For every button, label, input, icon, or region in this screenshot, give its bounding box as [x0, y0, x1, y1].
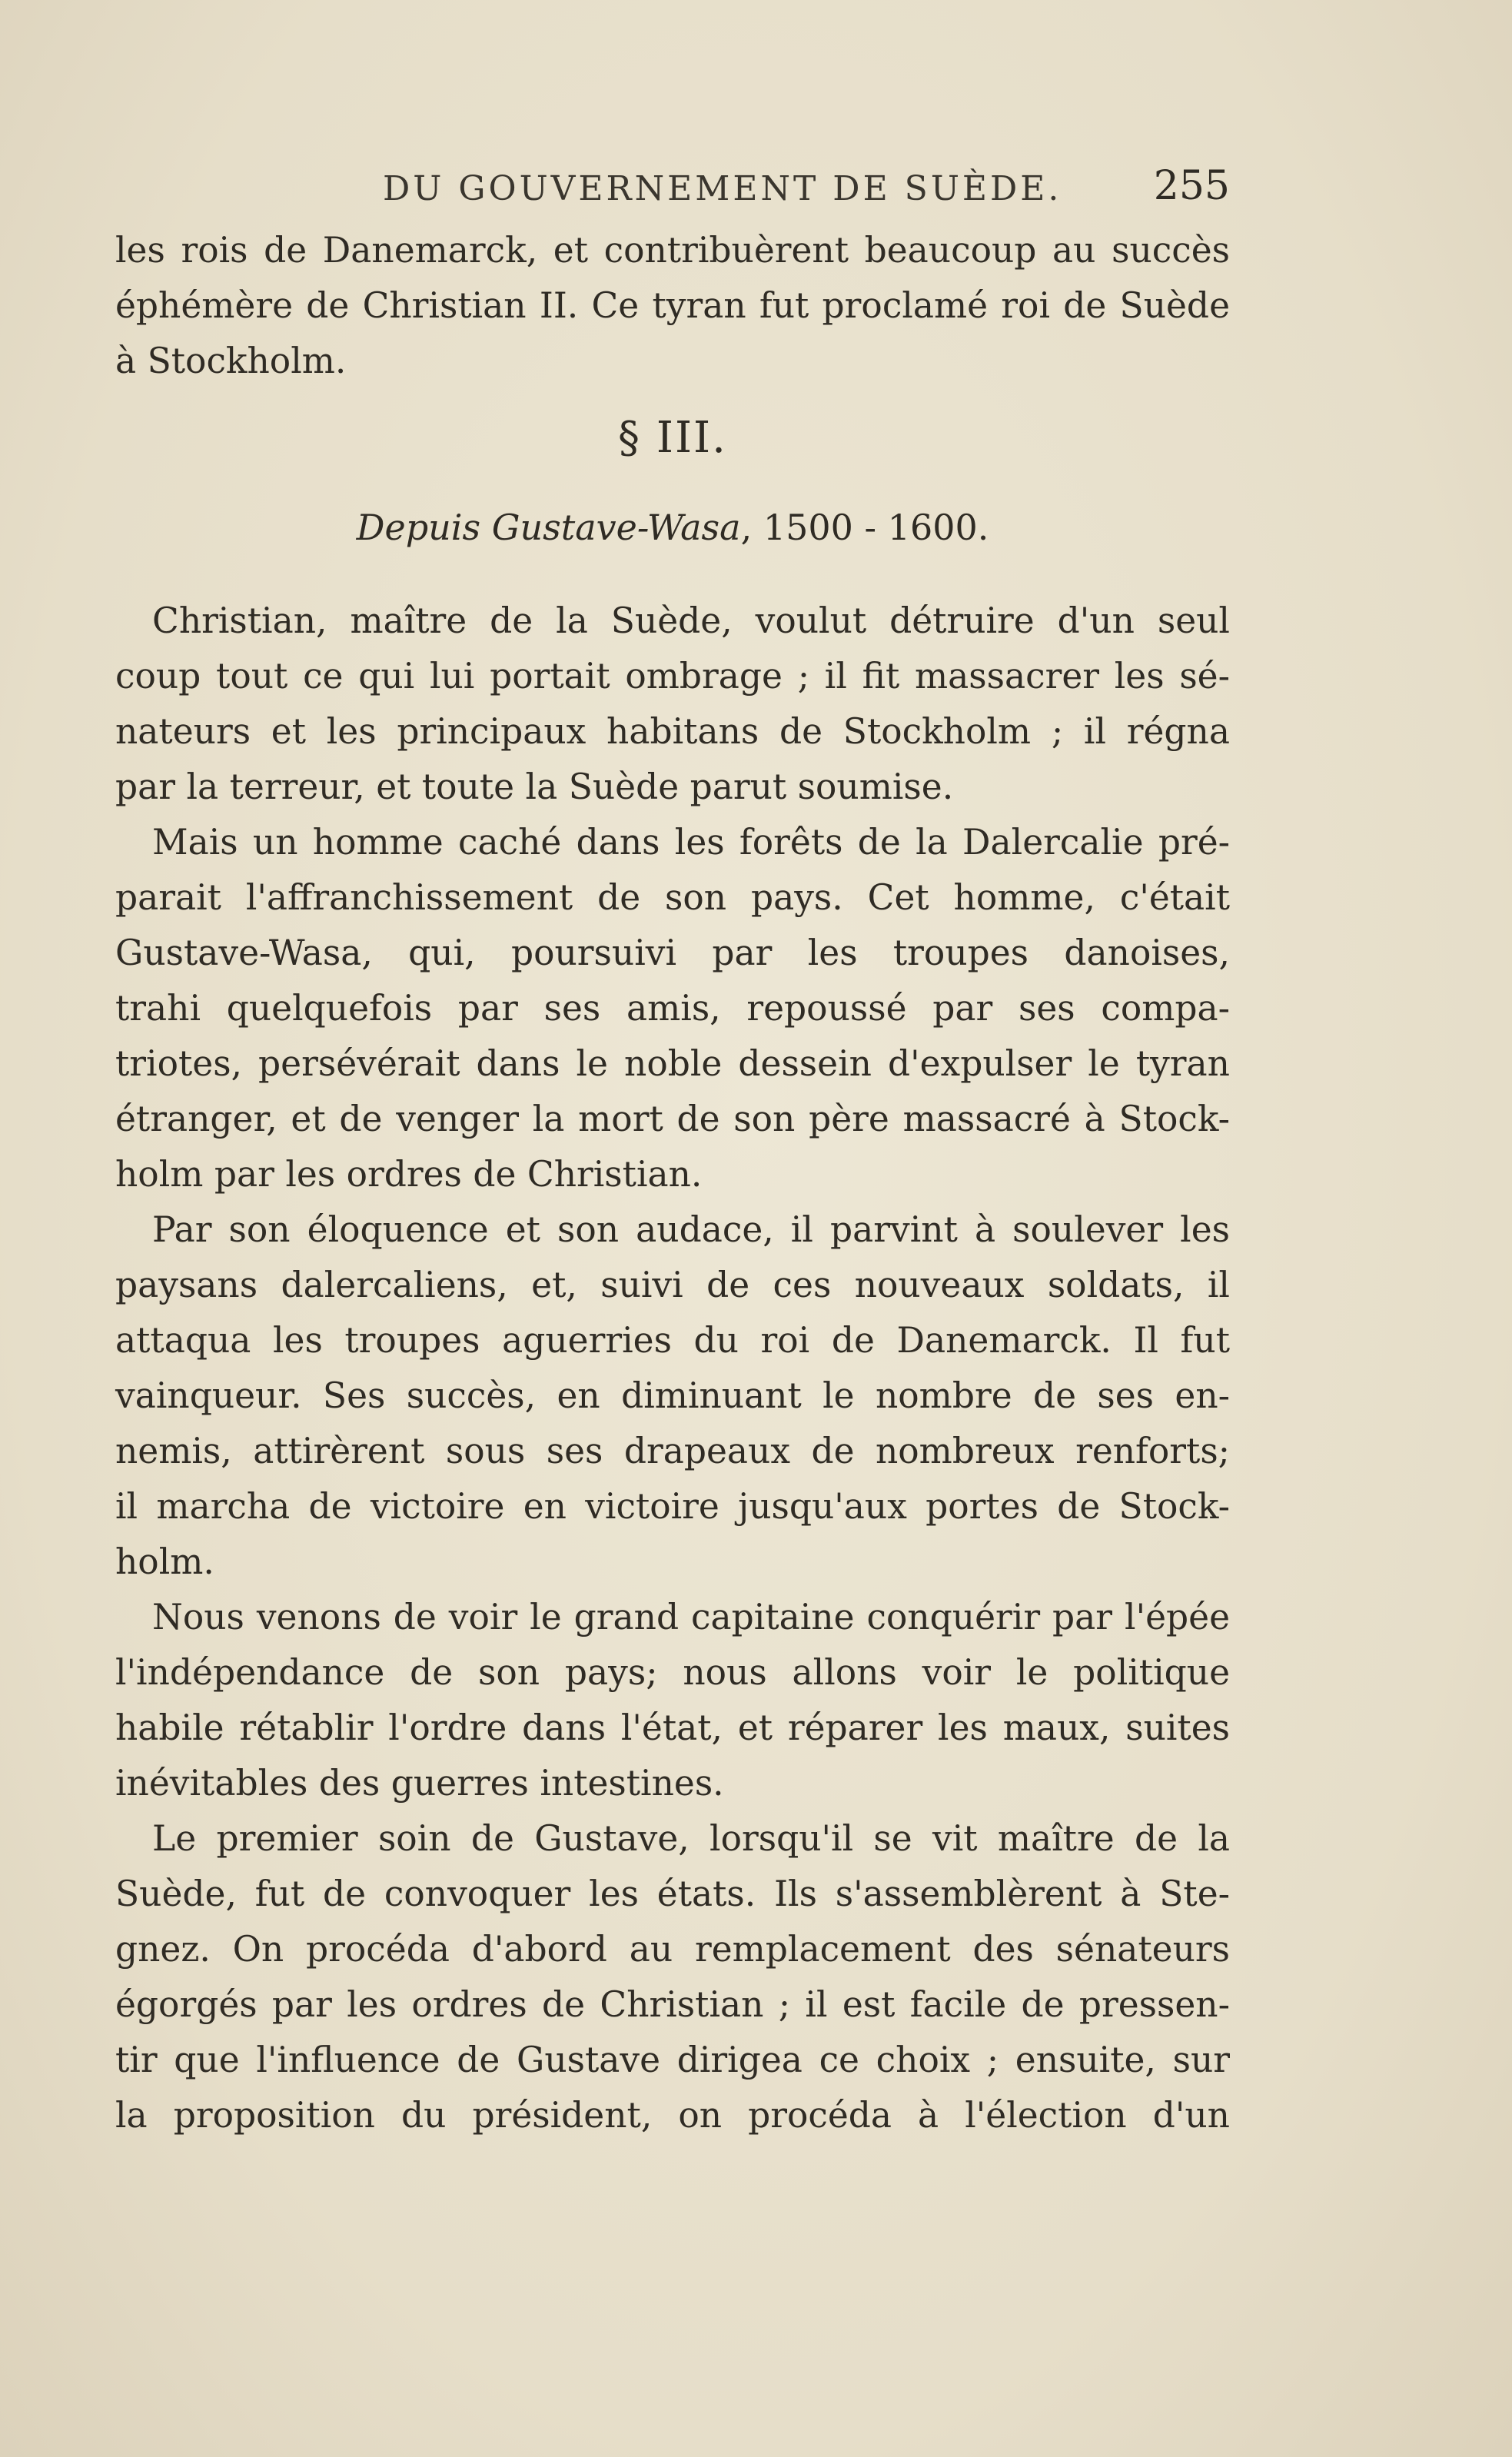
- text-line: holm.: [115, 1541, 214, 1582]
- text-line: attaqua les troupes aguerries du roi de Danemarck. Il fut: [115, 1320, 1230, 1361]
- paragraph: [115, 1590, 1230, 1811]
- section-subtitle-dates: , 1500 - 1600.: [740, 507, 989, 548]
- paragraph: [115, 593, 1230, 815]
- text-line: nateurs et les principaux habitans de Stockholm ; il régna: [115, 711, 1230, 752]
- page-text: [115, 223, 1230, 2143]
- text-line: trahi quelquefois par ses amis, repoussé par ses compa-: [115, 988, 1230, 1029]
- paragraph: [115, 1202, 1230, 1590]
- text-line: éphémère de Christian II. Ce tyran fut proclamé roi de Suède: [115, 285, 1230, 326]
- section-title: § III.: [618, 413, 727, 463]
- text-line: inévitables des guerres intestines.: [115, 1763, 724, 1804]
- text-line: habile rétablir l'ordre dans l'état, et réparer les maux, suites: [115, 1707, 1230, 1748]
- text-line: étranger, et de venger la mort de son père massacré à Stock-: [115, 1099, 1230, 1139]
- section-subtitle-italic: Depuis Gustave-Wasa: [356, 507, 741, 548]
- text-line: Gustave-Wasa, qui, poursuivi par les troupes danoises,: [115, 933, 1230, 973]
- text-line: Nous venons de voir le grand capitaine conquérir par l'épée: [152, 1597, 1230, 1637]
- text-line: tir que l'influence de Gustave dirigea ce choix ; ensuite, sur: [115, 2040, 1230, 2080]
- paragraph: [115, 815, 1230, 1202]
- text-line: gnez. On procéda d'abord au remplacement des sénateurs: [115, 1929, 1230, 1970]
- text-line: triotes, persévérait dans le noble dessein d'expulser le tyran: [115, 1043, 1230, 1084]
- running-title: DU GOUVERNEMENT DE SUÈDE.: [383, 169, 1062, 208]
- text-line: il marcha de victoire en victoire jusqu'aux portes de Stock-: [115, 1486, 1230, 1527]
- paragraphs: [115, 593, 1230, 2143]
- text-line: Suède, fut de convoquer les états. Ils s'assemblèrent à Ste-: [115, 1874, 1230, 1914]
- text-line: les rois de Danemarck, et contribuèrent beaucoup au succès: [115, 230, 1230, 271]
- text-line: égorgés par les ordres de Christian ; il est facile de pressen-: [115, 1984, 1230, 2025]
- text-line: à Stockholm.: [115, 341, 347, 381]
- text-line: Mais un homme caché dans les forêts de la Dalercalie pré-: [152, 822, 1230, 863]
- text-line: paysans dalercaliens, et, suivi de ces nouveaux soldats, il: [115, 1265, 1230, 1305]
- text-line: vainqueur. Ses succès, en diminuant le nombre de ses en-: [115, 1375, 1230, 1416]
- section-subtitle: [115, 500, 1230, 555]
- text-line: holm par les ordres de Christian.: [115, 1154, 703, 1195]
- text-line: la proposition du président, on procéda à l'élection d'un: [115, 2095, 1230, 2136]
- text-line: nemis, attirèrent sous ses drapeaux de nombreux renforts;: [115, 1431, 1230, 1471]
- text-line: Le premier soin de Gustave, lorsqu'il se vit maître de la: [152, 1818, 1230, 1859]
- text-line: parait l'affranchissement de son pays. Cet homme, c'était: [115, 877, 1230, 918]
- text-line: par la terreur, et toute la Suède parut soumise.: [115, 766, 954, 807]
- page-number: 255: [1153, 163, 1230, 209]
- text-line: Par son éloquence et son audace, il parvint à soulever les: [152, 1209, 1230, 1250]
- running-head: [115, 163, 1230, 217]
- paragraph: [115, 1811, 1230, 2143]
- text-line: l'indépendance de son pays; nous allons voir le politique: [115, 1652, 1230, 1693]
- text-line: Christian, maître de la Suède, voulut détruire d'un seul: [152, 600, 1230, 641]
- text-line: coup tout ce qui lui portait ombrage ; il fit massacrer les sé-: [115, 656, 1230, 697]
